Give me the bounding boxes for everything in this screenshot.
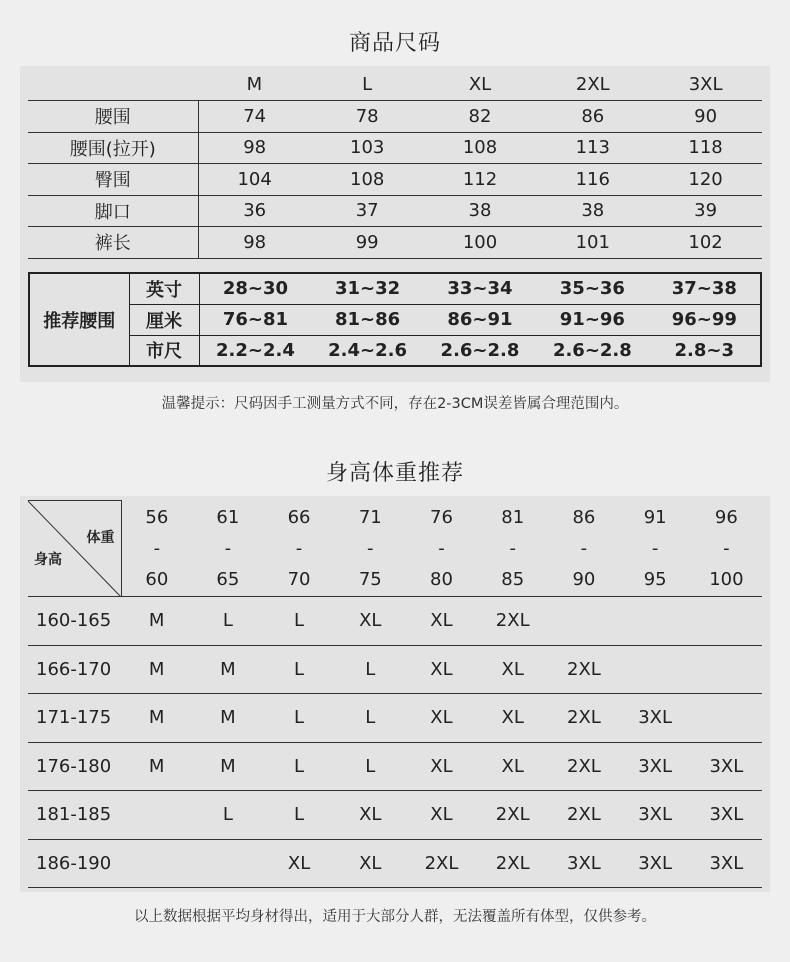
size-rec-cell: 2XL xyxy=(548,694,619,743)
weight-high: 90 xyxy=(572,568,596,590)
size-cell: 113 xyxy=(536,132,649,164)
size-rec-cell xyxy=(691,645,762,694)
rec-row xyxy=(29,304,761,335)
corner-cell xyxy=(28,501,121,597)
size-rec-cell: XL xyxy=(335,597,406,646)
size-rec-cell xyxy=(548,597,619,646)
size-rec-cell: M xyxy=(192,742,263,791)
size-cell: 120 xyxy=(649,164,762,196)
size-cell: 86 xyxy=(536,101,649,133)
size-rec-cell: L xyxy=(263,742,334,791)
rec-cell: 76~81 xyxy=(199,304,311,335)
height-label: 176-180 xyxy=(28,742,121,791)
weight-range xyxy=(548,501,619,597)
size-cell: 82 xyxy=(424,101,537,133)
height-row xyxy=(28,694,762,743)
weight-sep: - xyxy=(723,537,730,559)
size-rec-cell: 2XL xyxy=(548,791,619,840)
size-rec-cell: 3XL xyxy=(691,791,762,840)
size-row-label: 裤长 xyxy=(28,227,198,259)
size-rec-cell xyxy=(192,839,263,888)
size-cell: 112 xyxy=(424,164,537,196)
size-rec-cell: L xyxy=(263,645,334,694)
size-cell: 37 xyxy=(311,195,424,227)
weight-range xyxy=(620,501,691,597)
rec-cell: 2.6~2.8 xyxy=(424,335,536,366)
corner-weight-label: 体重 xyxy=(86,530,115,546)
weight-sep: - xyxy=(224,537,232,559)
weight-sep: - xyxy=(438,537,445,559)
weight-high: 70 xyxy=(287,568,311,590)
rec-label: 推荐腰围 xyxy=(29,273,129,366)
size-row xyxy=(28,132,762,164)
size-cell: 98 xyxy=(198,132,311,164)
size-rec-cell: 2XL xyxy=(477,597,548,646)
height-row xyxy=(28,742,762,791)
size-rec-cell: XL xyxy=(406,791,477,840)
size-cell: 78 xyxy=(311,101,424,133)
size-rec-cell: L xyxy=(192,791,263,840)
size-rec-cell xyxy=(620,645,691,694)
size-rec-cell: 3XL xyxy=(620,742,691,791)
size-cell: 118 xyxy=(649,132,762,164)
size-row-label: 腰围 xyxy=(28,101,198,133)
size-row xyxy=(28,164,762,196)
rec-cell: 37~38 xyxy=(671,278,737,300)
size-rec-cell: XL xyxy=(335,791,406,840)
rec-cell: 2.8~3 xyxy=(649,335,761,366)
footer-note: 以上数据根据平均身材得出，适用于大部分人群，无法覆盖所有体型，仅供参考。 xyxy=(134,909,656,925)
weight-low: 71 xyxy=(358,506,382,528)
size-rec-cell: L xyxy=(335,742,406,791)
size-rec-cell: L xyxy=(263,694,334,743)
weight-range xyxy=(335,501,406,597)
size-cell: 100 xyxy=(424,227,537,259)
size-chart-panel xyxy=(20,66,770,382)
size-chart-title: 商品尺码 xyxy=(348,31,441,56)
size-rec-cell: XL xyxy=(335,839,406,888)
size-row-label: 腰围(拉开) xyxy=(28,132,198,164)
size-header-row xyxy=(28,69,762,101)
size-rec-cell: L xyxy=(263,791,334,840)
size-rec-cell: M xyxy=(121,597,192,646)
weight-sep: - xyxy=(295,537,303,559)
weight-header-row xyxy=(28,501,762,597)
size-rec-cell: XL xyxy=(406,645,477,694)
height-label: 186-190 xyxy=(28,839,121,888)
size-rec-cell: 2XL xyxy=(406,839,477,888)
size-rec-cell: 3XL xyxy=(620,694,691,743)
rec-cell: 86~91 xyxy=(424,304,536,335)
size-cell: 104 xyxy=(198,164,311,196)
size-rec-cell: XL xyxy=(477,645,548,694)
size-rec-cell: 3XL xyxy=(548,839,619,888)
size-cell: 103 xyxy=(311,132,424,164)
rec-cell: 31~32 xyxy=(334,278,401,300)
size-cell: 101 xyxy=(536,227,649,259)
size-header-cell: 3XL xyxy=(688,74,723,95)
height-weight-panel xyxy=(20,496,770,892)
height-weight-table xyxy=(28,500,762,888)
size-rec-cell xyxy=(691,694,762,743)
size-rec-cell: 3XL xyxy=(620,839,691,888)
weight-high: 75 xyxy=(358,568,382,590)
size-rec-cell: 3XL xyxy=(691,839,762,888)
weight-range xyxy=(477,501,548,597)
size-rec-cell: L xyxy=(335,645,406,694)
weight-high: 95 xyxy=(643,568,667,590)
size-header-cell: 2XL xyxy=(575,74,610,95)
rec-row xyxy=(29,335,761,366)
size-header-cell: L xyxy=(362,74,373,95)
size-cell: 38 xyxy=(536,195,649,227)
size-cell: 98 xyxy=(198,227,311,259)
weight-range xyxy=(406,501,477,597)
size-cell: 99 xyxy=(311,227,424,259)
corner-height-label: 身高 xyxy=(34,552,62,568)
size-rec-cell: XL xyxy=(477,742,548,791)
weight-low: 96 xyxy=(714,506,738,528)
size-rec-cell: L xyxy=(335,694,406,743)
weight-low: 91 xyxy=(643,506,667,528)
weight-range xyxy=(691,501,762,597)
height-label: 160-165 xyxy=(28,597,121,646)
size-rec-cell: L xyxy=(263,597,334,646)
weight-low: 76 xyxy=(430,506,453,528)
weight-low: 56 xyxy=(145,506,169,528)
weight-high: 65 xyxy=(216,568,240,590)
weight-sep: - xyxy=(509,537,516,559)
size-header-corner xyxy=(28,69,198,101)
size-row xyxy=(28,227,762,259)
weight-range xyxy=(121,501,192,597)
size-cell: 74 xyxy=(198,101,311,133)
rec-unit: 英寸 xyxy=(129,273,199,304)
rec-cell: 2.2~2.4 xyxy=(199,335,311,366)
weight-low: 81 xyxy=(501,506,525,528)
size-note: 温馨提示：尺码因手工测量方式不同，存在2-3CM误差皆属合理范围内。 xyxy=(161,396,629,412)
size-cell: 108 xyxy=(424,132,537,164)
size-rec-cell: M xyxy=(192,694,263,743)
weight-high: 60 xyxy=(145,568,169,590)
recommended-waist-table xyxy=(28,272,762,367)
size-rec-cell: M xyxy=(192,645,263,694)
size-rec-cell xyxy=(620,597,691,646)
size-rec-cell: 3XL xyxy=(691,742,762,791)
weight-sep: - xyxy=(153,537,161,559)
size-cell: 102 xyxy=(649,227,762,259)
rec-cell: 2.4~2.6 xyxy=(311,335,423,366)
height-label: 171-175 xyxy=(28,694,121,743)
size-rec-cell: 2XL xyxy=(548,645,619,694)
rec-unit: 厘米 xyxy=(129,304,199,335)
size-rec-cell: 2XL xyxy=(548,742,619,791)
size-rec-cell: XL xyxy=(263,839,334,888)
size-rec-cell: 3XL xyxy=(620,791,691,840)
height-row xyxy=(28,791,762,840)
height-label: 181-185 xyxy=(28,791,121,840)
size-header-cell: XL xyxy=(468,74,492,95)
size-rec-cell xyxy=(121,839,192,888)
size-cell: 116 xyxy=(536,164,649,196)
size-rec-cell xyxy=(691,597,762,646)
weight-range xyxy=(192,501,263,597)
rec-cell: 33~34 xyxy=(447,278,513,300)
size-rec-cell: M xyxy=(121,645,192,694)
size-cell: 108 xyxy=(311,164,424,196)
size-header-cell: M xyxy=(246,74,263,95)
weight-sep: - xyxy=(580,537,588,559)
size-row-label: 脚口 xyxy=(28,195,198,227)
height-label: 166-170 xyxy=(28,645,121,694)
weight-high: 100 xyxy=(709,568,744,590)
size-rec-cell: 2XL xyxy=(477,791,548,840)
rec-cell: 91~96 xyxy=(536,304,648,335)
size-rec-cell: L xyxy=(192,597,263,646)
weight-low: 61 xyxy=(216,506,240,528)
size-cell: 36 xyxy=(198,195,311,227)
size-row-label: 臀围 xyxy=(28,164,198,196)
rec-cell: 96~99 xyxy=(649,304,761,335)
size-table xyxy=(28,69,762,259)
size-rec-cell: XL xyxy=(477,694,548,743)
rec-cell: 35~36 xyxy=(559,278,625,300)
size-rec-cell: XL xyxy=(406,694,477,743)
height-row xyxy=(28,597,762,646)
size-rec-cell: M xyxy=(121,742,192,791)
height-row xyxy=(28,645,762,694)
weight-sep: - xyxy=(651,537,659,559)
weight-range xyxy=(263,501,334,597)
weight-high: 80 xyxy=(430,568,453,590)
weight-low: 86 xyxy=(572,506,596,528)
size-rec-cell: XL xyxy=(406,597,477,646)
size-cell: 90 xyxy=(649,101,762,133)
rec-cell: 2.6~2.8 xyxy=(536,335,648,366)
size-rec-cell: 2XL xyxy=(477,839,548,888)
size-cell: 39 xyxy=(649,195,762,227)
rec-row xyxy=(29,273,761,304)
rec-cell: 28~30 xyxy=(222,278,289,300)
weight-sep: - xyxy=(367,537,374,559)
size-rec-cell: XL xyxy=(406,742,477,791)
size-row xyxy=(28,101,762,133)
rec-unit: 市尺 xyxy=(129,335,199,366)
size-rec-cell xyxy=(121,791,192,840)
size-rec-cell: M xyxy=(121,694,192,743)
weight-high: 85 xyxy=(501,568,525,590)
size-row xyxy=(28,195,762,227)
weight-low: 66 xyxy=(287,506,311,528)
height-row xyxy=(28,839,762,888)
size-cell: 38 xyxy=(424,195,537,227)
rec-cell: 81~86 xyxy=(311,304,423,335)
height-weight-title: 身高体重推荐 xyxy=(325,461,464,486)
